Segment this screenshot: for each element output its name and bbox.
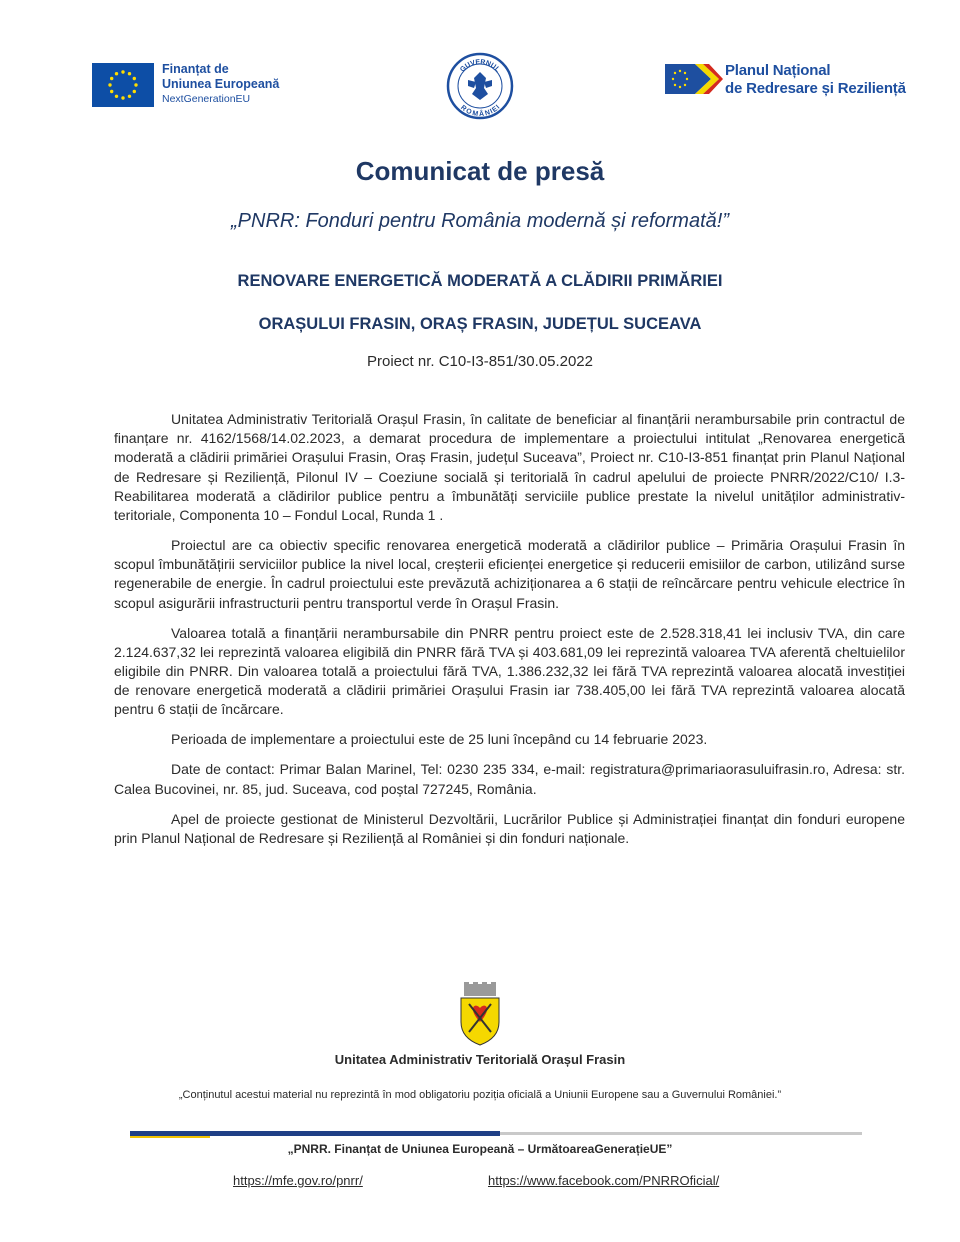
project-number: Proiect nr. C10-I3-851/30.05.2022 [367,353,593,370]
seal-top-text: GUVERNUL [459,58,501,74]
mfe-link[interactable]: https://mfe.gov.ro/pnrr/ [233,1173,363,1188]
pnrr-logo-line1: Planul Național [725,62,831,79]
paragraph-call: Apel de proiecte gestionat de Ministerul Dezvoltării, Lucrărilor Publice și Administrației finanțat din fonduri europene prin Planul Național de Redresare și Reziliență al României și din fonduri naționale. [114,810,905,846]
pnrr-flag-icon [665,62,723,96]
paragraph-intro: Unitatea Administrativ Teritorială Orașul Frasin, în calitate de beneficiar al finanțării nerambursabile prin contractul de finanțare nr. 4162/1568/14.02.2023, a demarat procedura de implementare a proiectului intitulat „Renovarea energetică moderată a clădirii primăriei Orașului Frasin, Oraș Frasin, județul Suceava”, Proiect nr. C10-I3-851 finanțat prin Planul Național de Redresare și Reziliență, Pilonul IV – Coeziune socială și teritorială în cadrul apelului de proiecte PNRR/2022/C10/ I.3- Reabilitarea moderată a clădirilor publice pentru a îmbunătăți serviciile publice prestate la nivelul unităților administrativ-teritoriale, Componenta 10 – Fondul Local, Runda 1 . [114,411,905,524]
project-title-line1: RENOVARE ENERGETICĂ MODERATĂ A CLĂDIRII PRIMĂRIEI [237,272,723,290]
facebook-link[interactable]: https://www.facebook.com/PNRROficial/ [488,1173,720,1188]
uat-name: Unitatea Administrativ Teritorială Orașul Frasin [334,1052,626,1067]
pnrr-logo [665,62,906,98]
eu-logo-line1: Finanțat de [162,62,229,76]
paragraph-contact: Date de contact: Primar Balan Marinel, Tel: 0230 235 334, e-mail: registratura@primariaorasuluifrasin.ro, Adresa: str. Calea Bucovinei, nr. 85, jud. Suceava, cod poștal 727245, România. [114,761,905,797]
eu-logo-line2: Uniunea Europeană [162,77,280,91]
disclaimer: „Conținutul acestui material nu reprezintă în mod obligatoriu poziția oficială a Uniunii Europene sau a Guvernului României.” [178,1089,782,1101]
pnrr-logo-line2: de Redresare și Reziliență [725,80,906,97]
coat-of-arms-icon [455,982,505,1046]
page-subtitle: „PNRR: Fonduri pentru România modernă și reformată!” [231,210,729,232]
eu-flag-icon [92,63,154,107]
project-title-line2: ORAȘULUI FRASIN, ORAȘ FRASIN, JUDEȚUL SUCEAVA [258,315,702,333]
eu-funding-logo [92,62,279,107]
paragraph-financing: Valoarea totală a finanțării nerambursabile din PNRR pentru proiect este de 2.528.318,41 lei inclusiv TVA, din care 2.124.637,32 lei reprezintă valoarea eligibilă din PNRR fără TVA și 403.681,09 lei reprezintă valoarea TVA aferentă cheltuielilor eligibile din PNRR. Din valoarea totală a proiectului fără TVA, 1.386.232,32 lei fără TVA reprezintă valoarea alocată investiției de renovare energetică moderată a clădirii primăriei Orașului Frasin iar 738.405,00 lei fără TVA reprezintă valoarea alocată pentru 6 stații de încărcare. [114,624,905,718]
press-release-body [114,410,905,859]
paragraph-period: Perioada de implementare a proiectului este de 25 luni începând cu 14 februarie 2023. [171,731,708,748]
government-seal-icon [446,52,514,120]
seal-bottom-text: ROMÂNIEI [459,104,502,119]
paragraph-objective: Proiectul are ca obiectiv specific renovarea energetică moderată a clădirilor publice – Primăria Orașului Frasin în scopul îmbunătățirii serviciilor publice la nivel local, creșterii eficienței energetice și reducerii emisiilor de carbon, utilizând surse regenerabile de energie. În cadrul proiectului este prevăzută achiziționarea a 6 stații de reîncărcare pentru vehicule electrice în scopul asigurării infrastructurii pentru transportul verde în Orașul Frasin. [114,537,905,611]
page-title: Comunicat de presă [355,156,605,186]
eu-logo-line3: NextGenerationEU [162,93,251,105]
footer-slogan: „PNRR. Finanțat de Uniunea Europeană – UrmătoareaGenerațieUE” [287,1142,673,1156]
footer-divider [130,1131,862,1136]
header [0,52,960,122]
